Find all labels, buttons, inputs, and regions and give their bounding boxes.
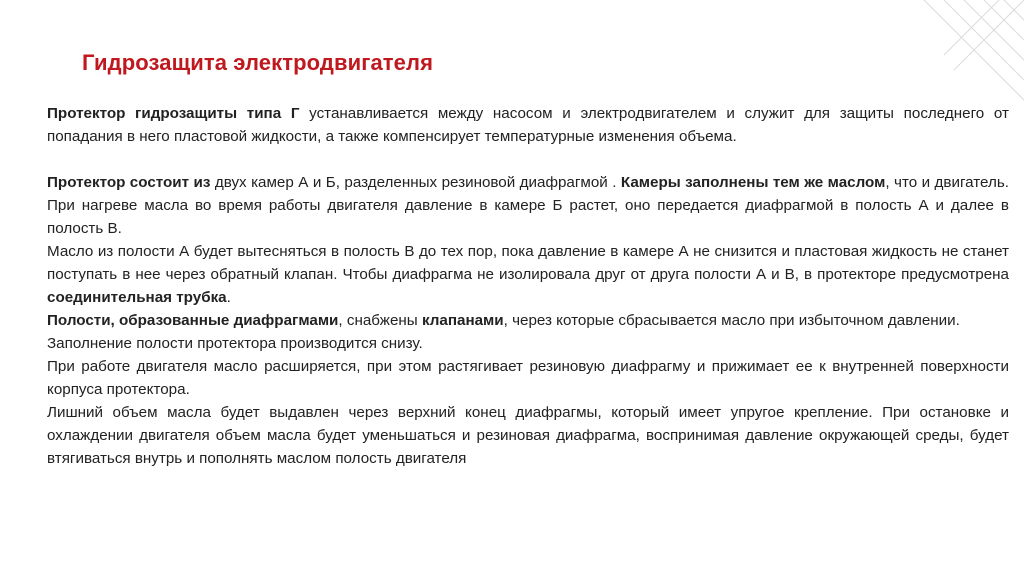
paragraph-filling: Заполнение полости протектора производится снизу. <box>47 335 423 352</box>
bold-text: Полости, образованные диафрагмами <box>47 312 339 329</box>
bold-text: Камеры заполнены тем же маслом <box>620 174 886 191</box>
text-span: устанавливается между насосом и электродвигателем и служит для защиты последнего от попадания в него пластовой жидкости, а также компенсирует температурные изменения объема. <box>47 105 1009 145</box>
text-span: , через которые сбрасывается масло при избыточном давлении. <box>503 312 960 329</box>
slide-body <box>47 102 1009 470</box>
paragraph-protector-type <box>47 102 1009 148</box>
paragraph-protector-structure <box>47 171 1009 240</box>
paragraph-expansion: При работе двигателя масло расширяется, при этом растягивает резиновую диафрагму и прижимает ее к внутренней поверхности корпуса протектора. <box>47 358 1009 398</box>
text-span: двух камер А и Б, разделенных резиновой диафрагмой . <box>210 174 621 191</box>
text-span: Масло из полости А будет вытесняться в полость В до тех пор, пока давление в камере А не снизится и пластовая жидкость не станет поступать в нее через обратный клапан. Чтобы диафрагма не изолировала друг от друга полости А и В, в протекторе предусмотрена <box>47 243 1009 283</box>
text-span: , что и двигатель. При нагреве масла во время работы двигателя давление в камере Б растет, оно передается диафрагмой в полость А и далее в полость В. <box>47 174 1009 237</box>
bold-text: клапанами <box>421 312 504 329</box>
paragraph-valves <box>47 309 1009 332</box>
bold-text: Протектор гидрозащиты типа Г <box>47 105 300 122</box>
paragraph-excess-volume: Лишний объем масла будет выдавлен через верхний конец диафрагмы, который имеет упругое крепление. При остановке и охлаждении двигателя объем масла будет уменьшаться и резиновая диафрагма, воспринимая давление окружающей среды, будет втягиваться внутрь и пополнять маслом полость двигателя <box>47 404 1009 467</box>
bold-text: соединительная трубка <box>47 289 227 306</box>
text-span: . <box>226 289 231 306</box>
slide-title: Гидрозащита электродвигателя <box>82 50 434 75</box>
paragraph-oil-displacement <box>47 240 1009 309</box>
text-span: , снабжены <box>338 312 422 329</box>
bold-text: Протектор состоит из <box>47 174 211 191</box>
